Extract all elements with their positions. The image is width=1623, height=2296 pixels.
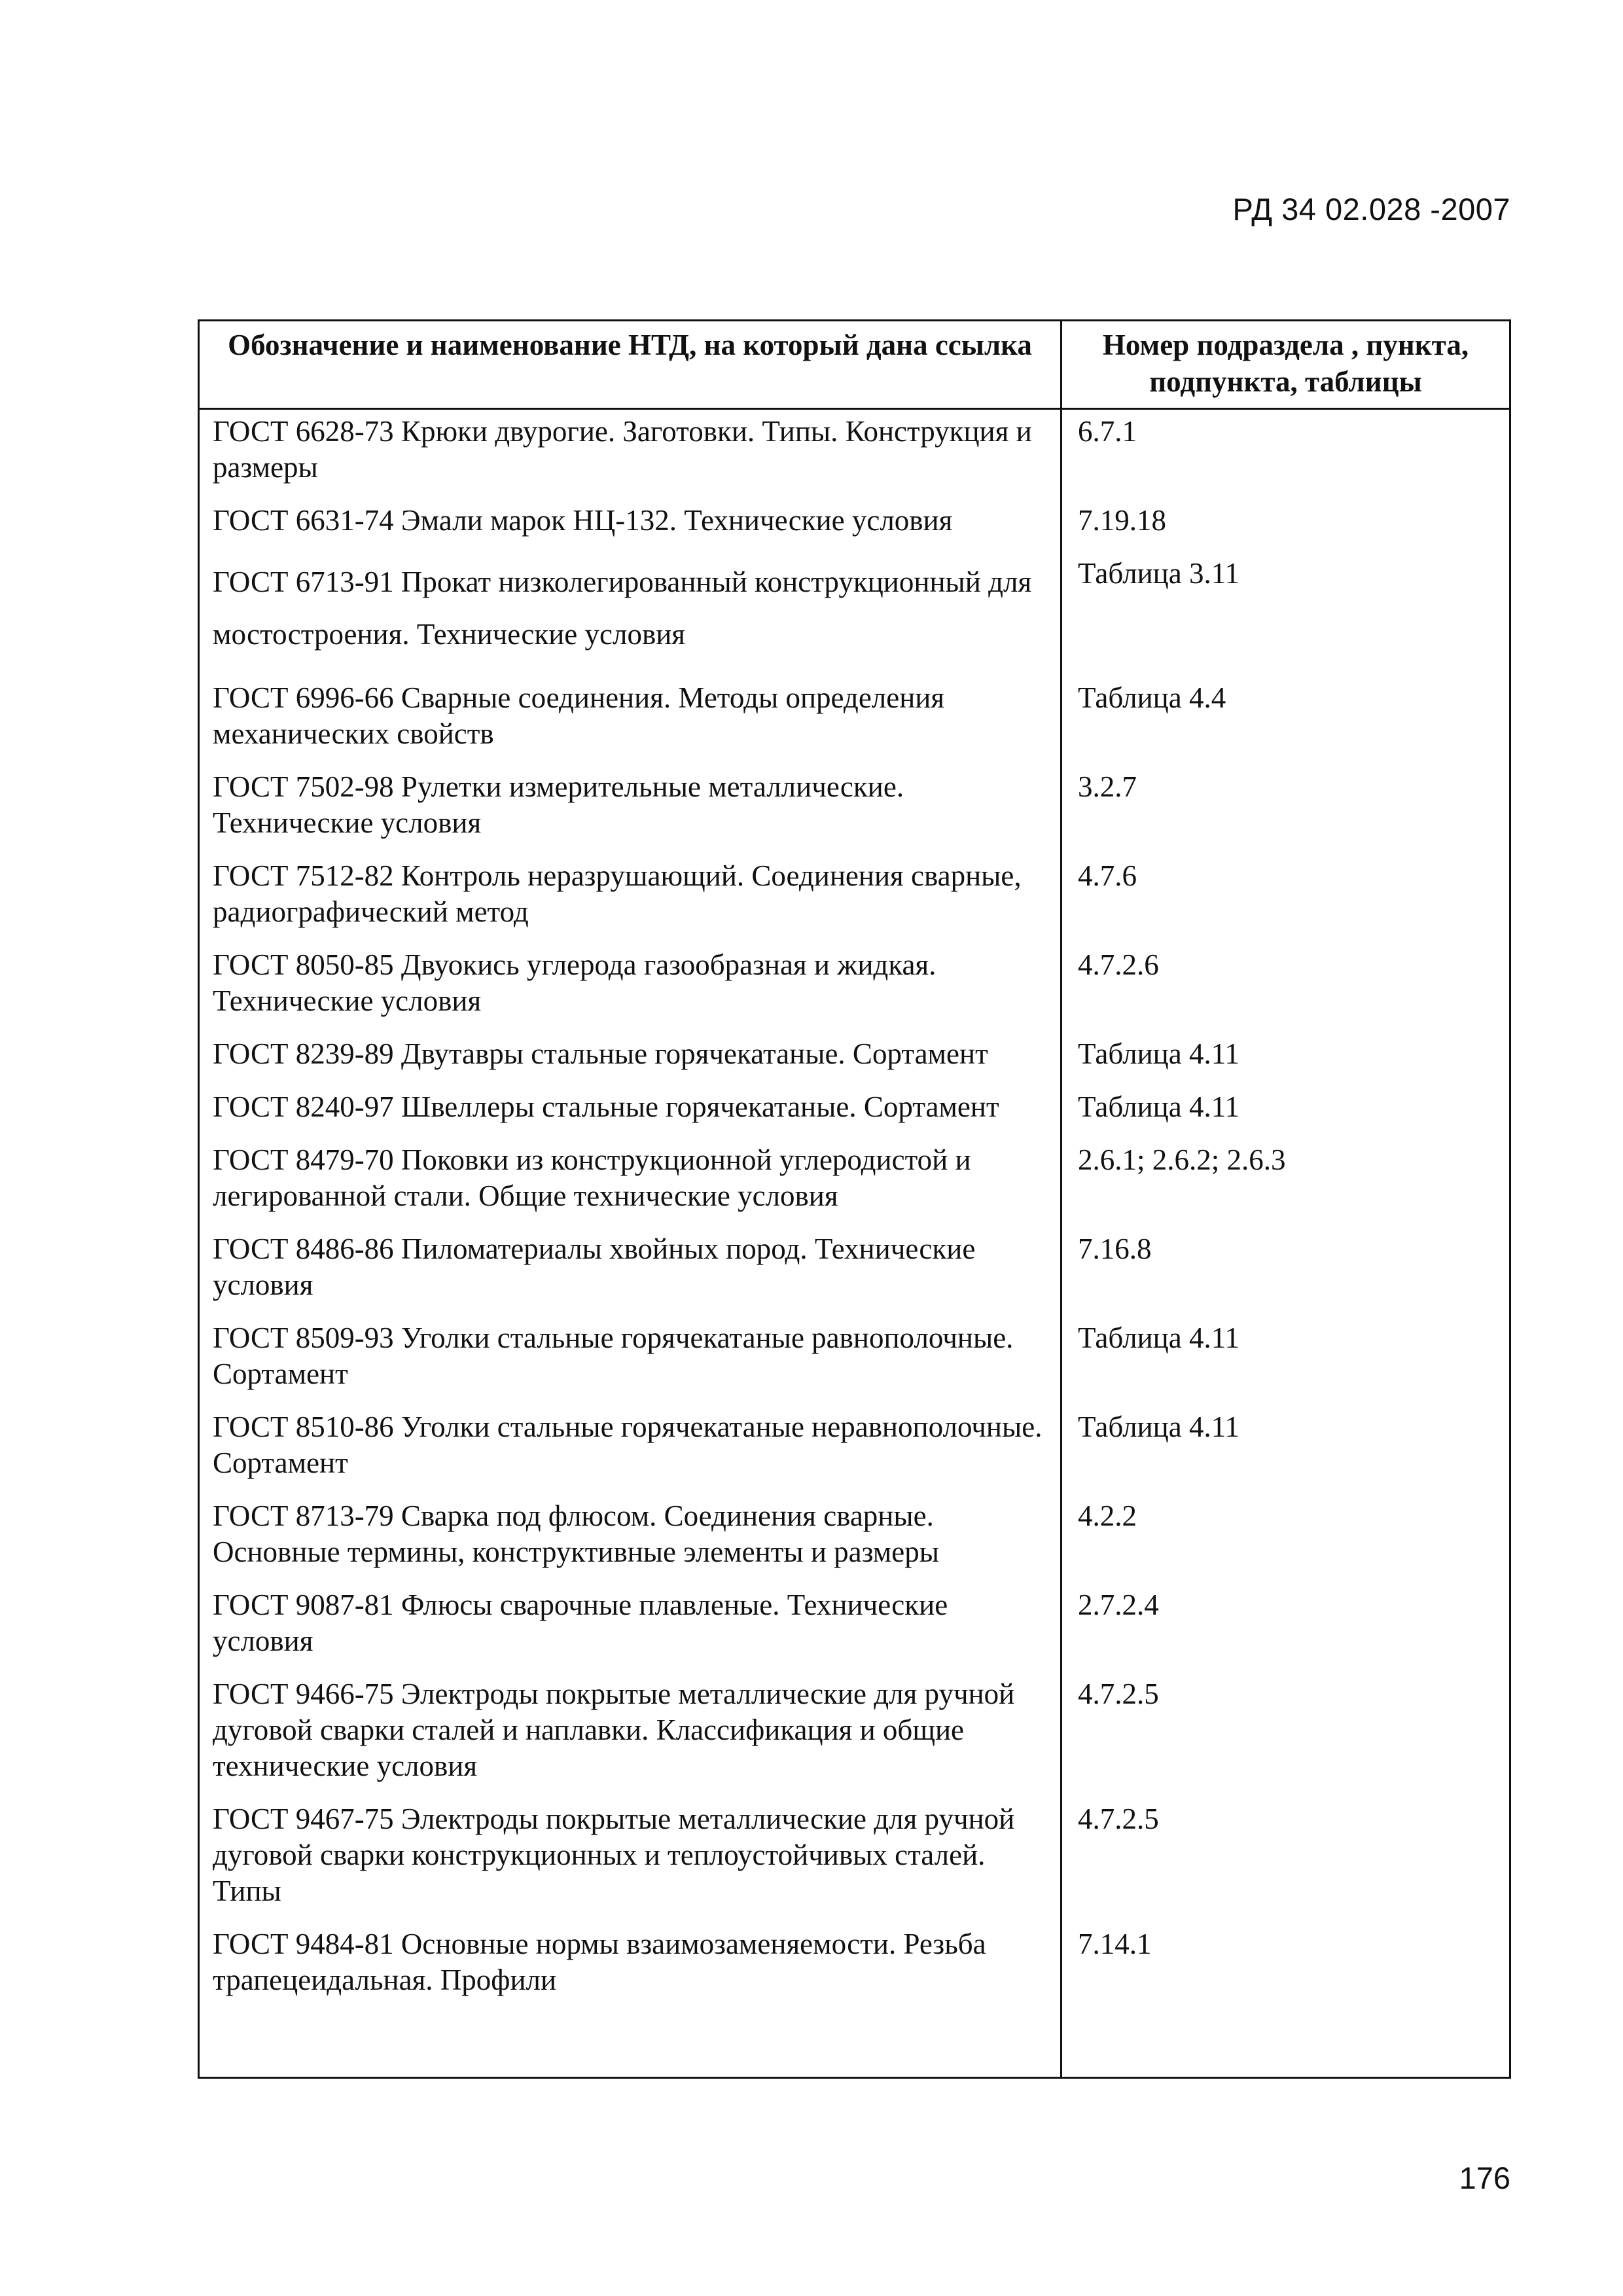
reference-cell: 7.19.18 [1061, 499, 1510, 552]
empty-row [199, 2011, 1510, 2078]
document-cell: ГОСТ 9467-75 Электроды покрытые металлические для ручной дуговой сварки конструкционных и теплоустойчивых сталей. Типы [199, 1797, 1061, 1922]
document-cell: ГОСТ 8713-79 Сварка под флюсом. Соединения сварные. Основные термины, конструктивные элементы и размеры [199, 1494, 1061, 1583]
document-cell: ГОСТ 6628-73 Крюки двурогие. Заготовки. Типы. Конструкция и размеры [199, 409, 1061, 499]
table-row [199, 1672, 1510, 1797]
document-code: РД 34 02.028 -2007 [1232, 192, 1510, 226]
document-cell: ГОСТ 8510-86 Уголки стальные горячекатаные неравнополочные. Сортамент [199, 1405, 1061, 1494]
table-row [199, 1227, 1510, 1316]
document-cell: ГОСТ 8050-85 Двуокись углерода газообразная и жидкая. Технические условия [199, 943, 1061, 1032]
reference-cell: 7.16.8 [1061, 1227, 1510, 1316]
table-row [199, 854, 1510, 943]
table-row [199, 1583, 1510, 1672]
table-row [199, 1922, 1510, 2011]
reference-cell: 2.7.2.4 [1061, 1583, 1510, 1672]
reference-cell: Таблица 4.11 [1061, 1032, 1510, 1085]
table-row [199, 1138, 1510, 1227]
table-row [199, 1032, 1510, 1085]
table-row [199, 1316, 1510, 1405]
table-row [199, 499, 1510, 552]
table-row [199, 943, 1510, 1032]
column-header-reference: Номер подраздела , пункта, подпункта, таблицы [1061, 321, 1510, 409]
page-number: 176 [1459, 2161, 1510, 2195]
document-cell: ГОСТ 6713-91 Прокат низколегированный конструкционный для мостостроения. Технические условия [199, 552, 1061, 676]
table-row [199, 1797, 1510, 1922]
empty-cell [199, 2011, 1061, 2078]
reference-cell: 4.2.2 [1061, 1494, 1510, 1583]
document-cell: ГОСТ 8486-86 Пиломатериалы хвойных пород. Технические условия [199, 1227, 1061, 1316]
reference-cell: 4.7.2.5 [1061, 1797, 1510, 1922]
document-cell: ГОСТ 9087-81 Флюсы сварочные плавленые. Технические условия [199, 1583, 1061, 1672]
reference-cell: Таблица 4.11 [1061, 1085, 1510, 1138]
reference-table [198, 319, 1511, 2079]
document-cell: ГОСТ 8239-89 Двутавры стальные горячекатаные. Сортамент [199, 1032, 1061, 1085]
table-row [199, 552, 1510, 676]
document-cell: ГОСТ 8240-97 Швеллеры стальные горячекатаные. Сортамент [199, 1085, 1061, 1138]
empty-cell [1061, 2011, 1510, 2078]
reference-cell: 2.6.1; 2.6.2; 2.6.3 [1061, 1138, 1510, 1227]
table-row [199, 409, 1510, 499]
reference-cell: 4.7.2.5 [1061, 1672, 1510, 1797]
document-cell: ГОСТ 6996-66 Сварные соединения. Методы определения механических свойств [199, 676, 1061, 765]
document-cell: ГОСТ 9466-75 Электроды покрытые металлические для ручной дуговой сварки сталей и наплавки. Классификация и общие технические условия [199, 1672, 1061, 1797]
reference-cell: Таблица 4.11 [1061, 1405, 1510, 1494]
table-row [199, 1494, 1510, 1583]
table-row [199, 1085, 1510, 1138]
document-cell: ГОСТ 7502-98 Рулетки измерительные металлические. Технические условия [199, 765, 1061, 854]
reference-cell: 6.7.1 [1061, 409, 1510, 499]
table-row [199, 1405, 1510, 1494]
table-row [199, 676, 1510, 765]
reference-cell: Таблица 4.11 [1061, 1316, 1510, 1405]
document-cell: ГОСТ 6631-74 Эмали марок НЦ-132. Технические условия [199, 499, 1061, 552]
reference-cell: Таблица 4.4 [1061, 676, 1510, 765]
reference-cell: 4.7.2.6 [1061, 943, 1510, 1032]
reference-cell: 3.2.7 [1061, 765, 1510, 854]
column-header-document: Обозначение и наименование НТД, на который дана ссылка [199, 321, 1061, 409]
reference-cell: Таблица 3.11 [1061, 552, 1510, 676]
table-row [199, 765, 1510, 854]
table-header-row [199, 321, 1510, 409]
document-cell: ГОСТ 8479-70 Поковки из конструкционной углеродистой и легированной стали. Общие технические условия [199, 1138, 1061, 1227]
reference-cell: 7.14.1 [1061, 1922, 1510, 2011]
document-cell: ГОСТ 7512-82 Контроль неразрушающий. Соединения сварные, радиографический метод [199, 854, 1061, 943]
document-cell: ГОСТ 9484-81 Основные нормы взаимозаменяемости. Резьба трапецеидальная. Профили [199, 1922, 1061, 2011]
document-cell: ГОСТ 8509-93 Уголки стальные горячекатаные равнополочные. Сортамент [199, 1316, 1061, 1405]
reference-cell: 4.7.6 [1061, 854, 1510, 943]
